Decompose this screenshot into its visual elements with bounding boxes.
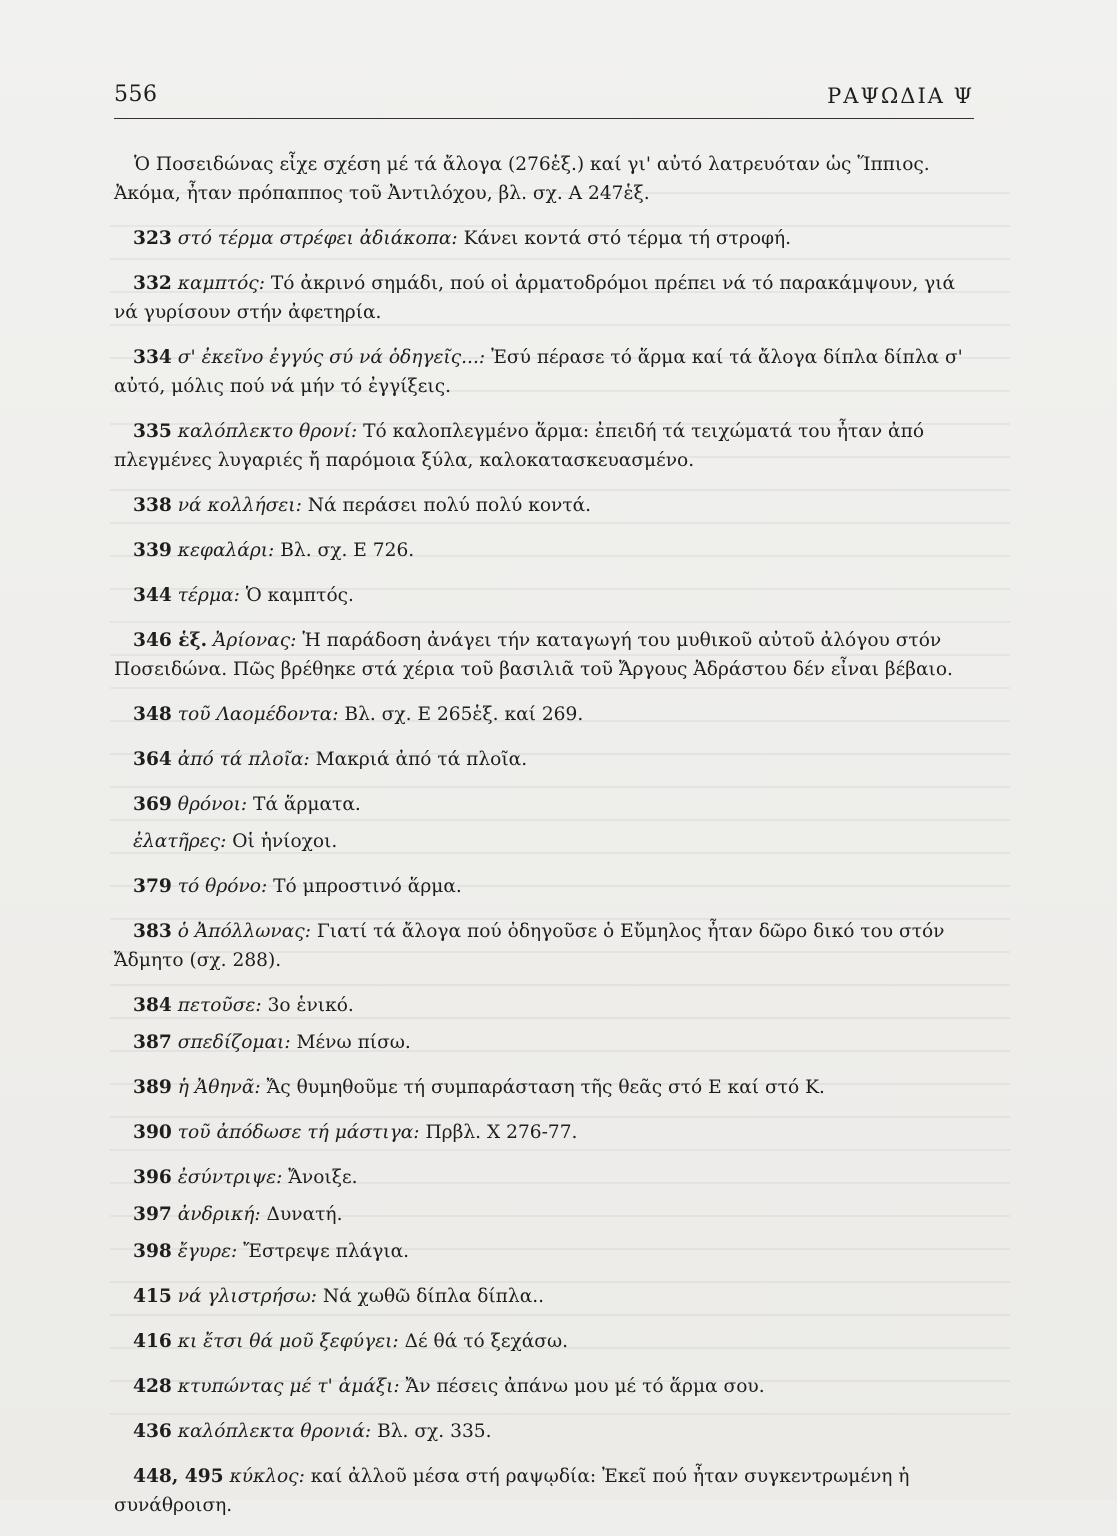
note-line-ref: 384 xyxy=(133,995,172,1016)
note-line-ref: 415 xyxy=(133,1286,172,1307)
note-line-ref: 390 xyxy=(133,1122,172,1143)
note-text: Νά χωθῶ δίπλα δίπλα.. xyxy=(322,1286,545,1307)
note-text: Μένω πίσω. xyxy=(296,1032,411,1053)
note-entry xyxy=(114,536,974,565)
note-text: Ἔστρεψε πλάγια. xyxy=(243,1241,410,1262)
note-line-ref: 348 xyxy=(133,704,172,725)
note-lemma: πετοῦσε: xyxy=(177,995,262,1016)
note-entry xyxy=(114,224,974,253)
note-text: Ὁ καμπτός. xyxy=(245,585,354,606)
note-lemma: νά κολλήσει: xyxy=(177,495,302,516)
note-text: Κάνει κοντά στό τέρμα τή στροφή. xyxy=(463,228,792,249)
note-lemma: τοῦ ἀπόδωσε τή μάστιγα: xyxy=(177,1122,420,1143)
note-lemma: θρόνοι: xyxy=(177,794,248,815)
note-line-ref: 344 xyxy=(133,585,172,606)
note-entry xyxy=(114,1462,974,1520)
note-entry xyxy=(114,872,974,901)
note-entry xyxy=(114,1028,974,1057)
note-line-ref: 383 xyxy=(133,921,172,942)
note-entry xyxy=(114,491,974,520)
note-entry xyxy=(114,1118,974,1147)
note-lemma: τοῦ Λαομέδοντα: xyxy=(177,704,339,725)
note-lemma: νά γλιστρήσω: xyxy=(177,1286,317,1307)
note-lemma: ἀνδρική: xyxy=(177,1204,261,1225)
note-lemma: τέρμα: xyxy=(177,585,240,606)
note-line-ref: 346 ἑξ. xyxy=(133,630,208,651)
note-text: καί ἀλλοῦ μέσα στή ραψῳδία: Ἐκεῖ πού ἦταν συγκεντρωμένη ἡ συνάθροιση. xyxy=(114,1466,910,1516)
note-text: Δέ θά τό ξεχάσω. xyxy=(404,1331,569,1352)
running-title: ΡΑΨΩΔΙΑ Ψ xyxy=(827,84,974,108)
note-line-ref: 416 xyxy=(133,1331,172,1352)
note-entry xyxy=(114,417,974,475)
note-text: Γιατί τά ἄλογα πού ὁδηγοῦσε ὁ Εὔμηλος ἦταν δῶρο δικό του στόν Ἄδμητο (σχ. 288). xyxy=(114,921,945,971)
note-line-ref: 379 xyxy=(133,876,172,897)
note-text: Ἄν πέσεις ἀπάνω μου μέ τό ἅρμα σου. xyxy=(405,1376,765,1397)
note-text: Τό καλοπλεγμένο ἅρμα: ἐπειδή τά τειχώματά του ἦταν ἀπό πλεγμένες λυγαριές ἤ παρόμοια ξύλα, καλοκατασκευασμένο. xyxy=(114,421,925,471)
note-lemma: ὁ Ἀπόλλωνας: xyxy=(177,921,311,942)
note-line-ref: 448, 495 xyxy=(133,1466,224,1487)
note-line-ref: 387 xyxy=(133,1032,172,1053)
note-text: Ἡ παράδοση ἀνάγει τήν καταγωγή του μυθικοῦ αὐτοῦ ἀλόγου στόν Ποσειδώνα. Πῶς βρέθηκε στά χέρια τοῦ βασιλιᾶ τοῦ Ἄργους Ἀδράστου δέν εἶναι βέβαιο. xyxy=(114,630,953,680)
note-lemma: καλόπλεκτα θρονιά: xyxy=(177,1421,372,1442)
note-entry xyxy=(114,269,974,327)
note-text: Πρβλ. Χ 276-77. xyxy=(425,1122,578,1143)
note-line-ref: 389 xyxy=(133,1077,172,1098)
note-entry xyxy=(114,1163,974,1192)
note-lemma: στό τέρμα στρέφει ἀδιάκοπα: xyxy=(177,228,458,249)
note-entry xyxy=(114,1282,974,1311)
note-text: Βλ. σχ. Ε 265ἑξ. καί 269. xyxy=(344,704,584,725)
note-entry xyxy=(114,626,974,684)
note-lemma: ἐσύντριψε: xyxy=(177,1167,283,1188)
note-text: Οἱ ἡνίοχοι. xyxy=(232,831,338,852)
intro-paragraph: Ὁ Ποσειδώνας εἶχε σχέση μέ τά ἄλογα (276ἑξ.) καί γι' αὐτό λατρευόταν ὡς Ἵππιος. Ἀκόμα, ἦταν πρόπαππος τοῦ Ἀντιλόχου, βλ. σχ. Α 247ἑξ. xyxy=(114,154,930,204)
note-entry xyxy=(114,917,974,975)
note-entry xyxy=(114,1237,974,1266)
note-entry xyxy=(114,1200,974,1229)
note-lemma: ἡ Ἀθηνᾶ: xyxy=(177,1077,261,1098)
note-text: Βλ. σχ. Ε 726. xyxy=(280,540,415,561)
note-lemma: τό θρόνο: xyxy=(177,876,268,897)
note-text: Ἄς θυμηθοῦμε τή συμπαράσταση τῆς θεᾶς στό Ε καί στό Κ. xyxy=(266,1077,825,1098)
note-line-ref: 428 xyxy=(133,1376,172,1397)
note-entry xyxy=(114,827,974,856)
note-lemma: καμπτός: xyxy=(177,273,265,294)
note-text: 3ο ἑνικό. xyxy=(267,995,354,1016)
note-entry xyxy=(114,790,974,819)
note-lemma: σ' ἐκεῖνο ἐγγύς σύ νά ὁδηγεῖς...: xyxy=(177,347,486,368)
note-line-ref: 339 xyxy=(133,540,172,561)
note-entry xyxy=(114,343,974,401)
note-lemma: κύκλος: xyxy=(229,1466,305,1487)
note-text: Ἐσύ πέρασε τό ἅρμα καί τά ἄλογα δίπλα δίπλα σ' αὐτό, μόλις πού νά μήν τό ἐγγίξεις. xyxy=(114,347,963,397)
note-lemma: σπεδίζομαι: xyxy=(177,1032,291,1053)
note-text: Νά περάσει πολύ πολύ κοντά. xyxy=(307,495,592,516)
note-lemma: ἐλατῆρες: xyxy=(133,831,227,852)
note-line-ref: 397 xyxy=(133,1204,172,1225)
note-entry xyxy=(114,1327,974,1356)
page-number: 556 xyxy=(114,82,158,107)
note-line-ref: 334 xyxy=(133,347,172,368)
note-lemma: ἀπό τά πλοῖα: xyxy=(177,749,310,770)
commentary-body xyxy=(114,150,974,1536)
note-entry xyxy=(114,1372,974,1401)
note-text: Μακριά ἀπό τά πλοῖα. xyxy=(315,749,528,770)
note-line-ref: 364 xyxy=(133,749,172,770)
note-text: Βλ. σχ. 335. xyxy=(377,1421,492,1442)
note-lemma: ἔγυρε: xyxy=(177,1241,238,1262)
note-line-ref: 332 xyxy=(133,273,172,294)
note-lemma: Ἀρίονας: xyxy=(213,630,297,651)
note-line-ref: 436 xyxy=(133,1421,172,1442)
note-lemma: κι ἔτσι θά μοῦ ξεφύγει: xyxy=(177,1331,399,1352)
note-line-ref: 323 xyxy=(133,228,172,249)
note-line-ref: 338 xyxy=(133,495,172,516)
note-entry xyxy=(114,1417,974,1446)
note-entry xyxy=(114,1073,974,1102)
note-lemma: κτυπώντας μέ τ' ἁμάξι: xyxy=(177,1376,400,1397)
note-line-ref: 369 xyxy=(133,794,172,815)
note-lemma: κεφαλάρι: xyxy=(177,540,275,561)
note-text: Ἄνοιξε. xyxy=(288,1167,358,1188)
note-entry xyxy=(114,745,974,774)
note-line-ref: 398 xyxy=(133,1241,172,1262)
page-header xyxy=(114,82,974,119)
note-text: Τά ἅρματα. xyxy=(253,794,361,815)
note-entry xyxy=(114,581,974,610)
note-line-ref: 396 xyxy=(133,1167,172,1188)
note-text: Δυνατή. xyxy=(266,1204,343,1225)
note-entry xyxy=(114,991,974,1020)
note-text: Τό ἀκρινό σημάδι, πού οἱ ἁρματοδρόμοι πρέπει νά τό παρακάμψουν, γιά νά γυρίσουν στήν ἀφετηρία. xyxy=(114,273,956,323)
note-entry xyxy=(114,700,974,729)
note-text: Τό μπροστινό ἅρμα. xyxy=(273,876,462,897)
note-line-ref: 335 xyxy=(133,421,172,442)
note-lemma: καλόπλεκτο θρονί: xyxy=(177,421,358,442)
